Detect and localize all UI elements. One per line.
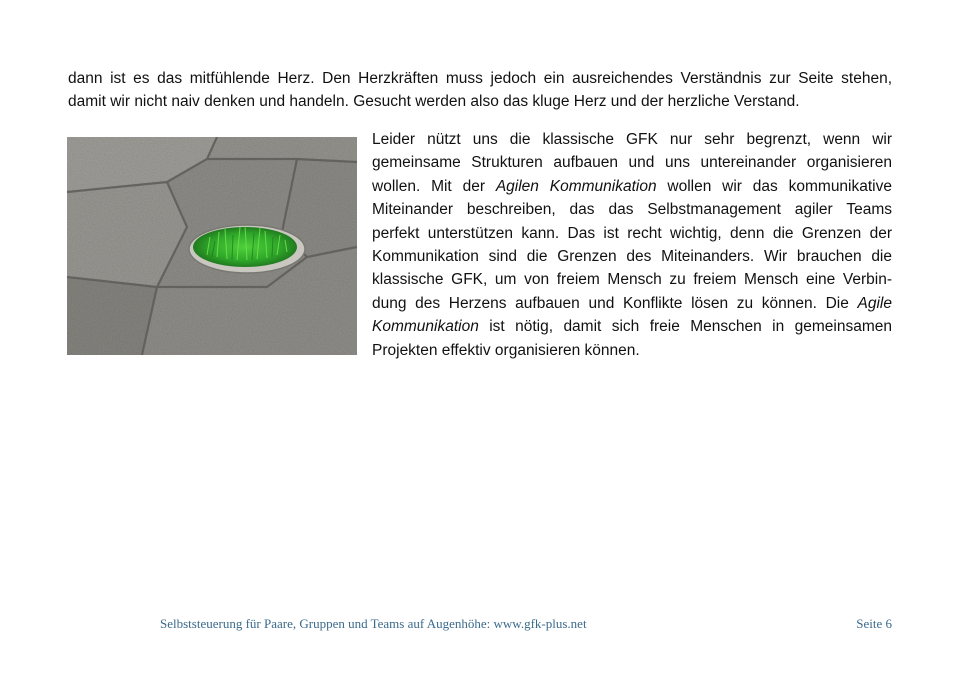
main-line-8: dung des Herzens aufbauen und Konflikte lösen zu können. Die Agile bbox=[372, 294, 892, 312]
main-line-10: Projekten effektiv organisieren können. bbox=[372, 341, 640, 359]
main-line-4: Miteinander beschreiben, das das Selbstmanagement agiler Teams bbox=[372, 201, 892, 219]
main-paragraph bbox=[372, 128, 892, 362]
main-line-2: gemeinsame Strukturen aufbauen und uns untereinander organisieren bbox=[372, 154, 892, 172]
communication-term: Kommunikation bbox=[372, 318, 479, 336]
intro-line-2: damit wir nicht naiv denken und handeln. Gesucht werden also das kluge Herz und der herzliche Verstand. bbox=[68, 93, 800, 111]
main-line-3: wollen. Mit der Agilen Kommunikation wollen wir das kommunikative bbox=[372, 177, 892, 195]
footer-title: Selbststeuerung für Paare, Gruppen und Teams auf Augenhöhe: www.gfk-plus.net bbox=[160, 616, 587, 631]
main-line-1: Leider nützt uns die klassische GFK nur sehr begrenzt, wenn wir bbox=[372, 131, 892, 148]
intro-paragraph bbox=[68, 67, 892, 114]
agile-term: Agile bbox=[857, 294, 892, 312]
grass-in-pavement-photo bbox=[67, 137, 357, 355]
agile-communication-term: Agilen Kommunikation bbox=[495, 177, 657, 195]
main-line-9: Kommunikation ist nötig, damit sich freie Menschen in gemeinsamen bbox=[372, 318, 892, 336]
main-line-5: perfekt unterstützen kann. Das ist recht wichtig, denn die Grenzen der bbox=[372, 224, 892, 242]
main-line-6: Kommunikation sind die Grenzen des Miteinanders. Wir brauchen die bbox=[372, 247, 892, 265]
main-line-7: klassische GFK, um von freiem Mensch zu freiem Mensch eine Verbin- bbox=[372, 271, 892, 289]
intro-line-1: dann ist es das mitfühlende Herz. Den Herzkräften muss jedoch ein ausreichendes Verständnis zur Seite stehen, bbox=[68, 70, 892, 87]
page-number: Seite 6 bbox=[856, 616, 892, 631]
